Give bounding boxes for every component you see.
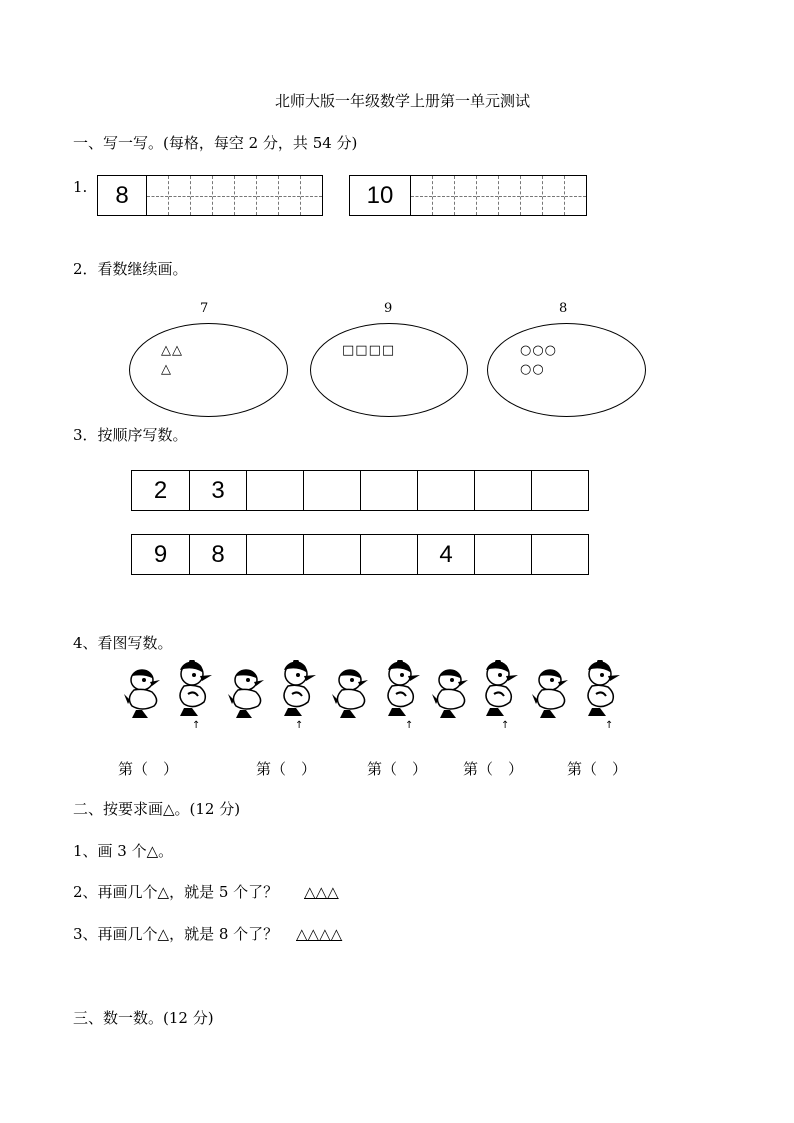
triangle-shapes: △ [161,362,172,377]
section-1-heading: 一、写一写。(每格，每空 2 分，共 54 分) [73,134,358,152]
sequence-blank-cell[interactable] [246,535,303,574]
question-2-label: 2．看数继续画。 [73,260,188,278]
section-2-item-2: 2、再画几个△，就是 5 个了？ [73,883,279,901]
practice-cells[interactable] [411,176,586,215]
arrow-up-icon: ↑ [501,720,510,731]
circle-shapes: ○○○ [520,343,558,358]
section-2-heading: 二、按要求画△。(12 分) [73,800,241,818]
writing-grid-10 [349,175,587,216]
section-2-item-3: 3、再画几个△，就是 8 个了？ [73,925,279,943]
duck-picture-6 [380,660,422,720]
sequence-blank-cell[interactable] [360,535,417,574]
drawing-oval[interactable] [310,323,468,417]
sequence-blank-cell[interactable] [246,471,303,510]
drawing-oval[interactable] [129,323,288,417]
duck-picture-10 [580,660,622,720]
duck-picture-3 [226,664,268,722]
sequence-blank-cell[interactable] [303,471,360,510]
section-2-item-2-answer: △△△ [304,883,339,901]
sequence-blank-cell[interactable] [360,471,417,510]
duck-picture-7 [430,664,472,722]
sequence-cell: 8 [189,535,246,574]
arrow-up-icon: ↑ [405,720,414,731]
page-title: 北师大版一年级数学上册第一单元测试 [275,92,531,110]
duck-picture-2 [172,660,214,720]
oval-number: 9 [384,301,393,316]
sequence-blank-cell[interactable] [474,471,531,510]
oval-number: 7 [200,301,209,316]
section-2-item-3-answer: △△△△ [296,925,343,943]
writing-grid-8 [97,175,323,216]
duck-picture-9 [530,664,572,722]
sequence-row-descending [131,534,589,575]
sequence-cell: 4 [417,535,474,574]
ordinal-blank-3[interactable]: 第（ ） [367,760,428,778]
practice-cells[interactable] [147,176,322,215]
ordinal-blank-2[interactable]: 第（ ） [256,760,317,778]
sequence-row-ascending [131,470,589,511]
sequence-blank-cell[interactable] [417,471,474,510]
circle-shapes: ○○ [520,362,545,377]
drawing-oval[interactable] [487,323,646,417]
question-3-label: 3．按顺序写数。 [73,426,188,444]
sequence-cell: 9 [153,540,168,568]
ordinal-blank-4[interactable]: 第（ ） [463,760,524,778]
square-shapes: □□□□ [342,343,396,358]
section-2-item-1: 1、画 3 个△。 [73,842,174,860]
arrow-up-icon: ↑ [192,720,201,731]
grid-example-number: 8 [98,176,147,215]
sequence-blank-cell[interactable] [531,471,588,510]
sequence-blank-cell[interactable] [303,535,360,574]
triangle-shapes: △△ [161,343,183,358]
sequence-blank-cell[interactable] [474,535,531,574]
duck-picture-1 [122,664,164,722]
sequence-cell: 3 [189,471,246,510]
question-1-label: 1. [73,178,88,196]
section-3-heading: 三、数一数。(12 分) [73,1009,214,1027]
grid-example-number: 10 [350,176,411,215]
question-4-label: 4、看图写数。 [73,634,173,652]
duck-picture-4 [276,660,318,720]
sequence-cell: 2 [153,476,168,504]
ordinal-blank-1[interactable]: 第（ ） [118,760,179,778]
duck-picture-5 [330,664,372,722]
sequence-blank-cell[interactable] [531,535,588,574]
ordinal-blank-5[interactable]: 第（ ） [567,760,628,778]
oval-number: 8 [559,301,568,316]
arrow-up-icon: ↑ [605,720,614,731]
duck-picture-8 [478,660,520,720]
arrow-up-icon: ↑ [295,720,304,731]
